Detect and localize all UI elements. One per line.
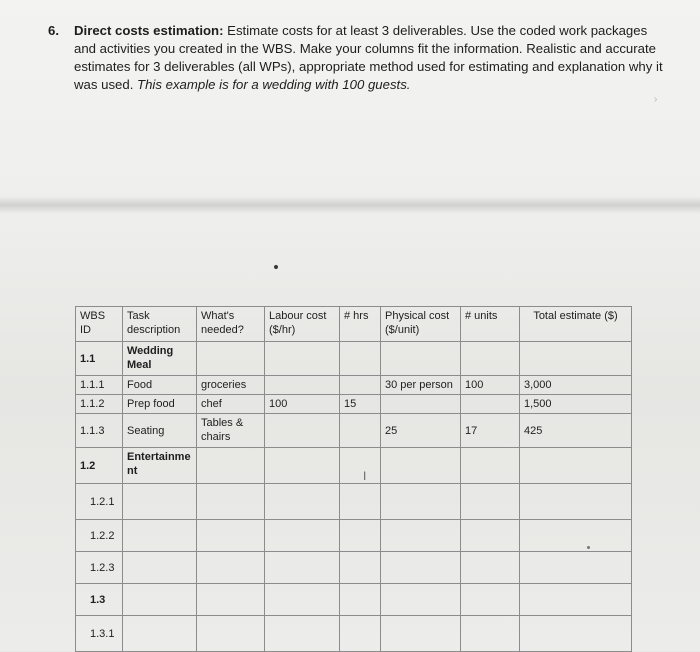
cell-physical [381,584,461,616]
cell-labour [265,376,340,395]
cell-task [123,616,197,652]
pen-mark [273,264,278,269]
cell-task: Food [123,376,197,395]
cell-units [461,552,520,584]
cell-wbs: 1.2.1 [76,484,123,520]
cell-wbs: 1.1.3 [76,414,123,448]
table-row [76,520,632,552]
header-hours: # hrs [340,307,381,342]
cell-hrs [340,616,381,652]
cell-wbs: 1.2.2 [76,520,123,552]
cell-task [123,484,197,520]
cell-needed [197,448,265,484]
cell-task [123,520,197,552]
cell-task: Entertainment [123,448,197,484]
question-text [74,22,668,94]
cell-total: 1,500 [520,395,632,414]
cell-units [461,584,520,616]
cell-total [520,342,632,376]
header-total-estimate: Total estimate ($) [520,307,632,342]
cell-total [520,552,632,584]
header-physical-cost: Physical cost ($/unit) [381,307,461,342]
table-row [76,616,632,652]
table-row [76,552,632,584]
cell-task [123,552,197,584]
table-row [76,414,632,448]
cell-units [461,448,520,484]
cell-hrs [340,552,381,584]
cell-hrs [340,448,381,484]
cell-physical: 30 per person [381,376,461,395]
cell-total [520,484,632,520]
cell-needed [197,342,265,376]
cell-total [520,616,632,652]
cell-hrs: 15 [340,395,381,414]
question-title: Direct costs estimation: [74,23,224,38]
table-row [76,395,632,414]
cell-needed: chef [197,395,265,414]
cell-hrs [340,376,381,395]
cell-hrs [340,584,381,616]
table-row [76,448,632,484]
cell-physical: 25 [381,414,461,448]
header-labour-cost: Labour cost ($/hr) [265,307,340,342]
faint-mark: › [654,94,658,105]
cell-hrs [340,414,381,448]
question-example: This example is for a wedding with 100 guests. [137,77,411,92]
cell-physical [381,395,461,414]
cell-labour [265,552,340,584]
cell-task: Prep food [123,395,197,414]
cell-units [461,484,520,520]
cell-physical [381,448,461,484]
cell-hrs [340,484,381,520]
cell-needed [197,484,265,520]
cell-labour [265,342,340,376]
cell-physical [381,484,461,520]
header-wbs-id: WBS ID [76,307,123,342]
cell-physical [381,552,461,584]
cell-task: Seating [123,414,197,448]
cell-task: Wedding Meal [123,342,197,376]
cell-wbs: 1.1 [76,342,123,376]
header-task-description: Task description [123,307,197,342]
cell-hrs [340,520,381,552]
cell-units [461,342,520,376]
cell-wbs: 1.1.1 [76,376,123,395]
stray-mark [587,546,590,549]
cell-total [520,520,632,552]
cell-physical [381,520,461,552]
cell-wbs: 1.3.1 [76,616,123,652]
cell-labour [265,484,340,520]
cell-wbs: 1.1.2 [76,395,123,414]
cell-needed: groceries [197,376,265,395]
cell-physical [381,616,461,652]
cell-total: 425 [520,414,632,448]
cell-needed [197,616,265,652]
cell-total [520,584,632,616]
cell-wbs: 1.3 [76,584,123,616]
cell-needed [197,552,265,584]
cell-units [461,395,520,414]
table-row [76,584,632,616]
cell-units: 100 [461,376,520,395]
cell-labour: 100 [265,395,340,414]
cell-labour [265,520,340,552]
table-row [76,342,632,376]
cell-total: 3,000 [520,376,632,395]
cell-labour [265,448,340,484]
cell-needed [197,520,265,552]
cell-labour [265,414,340,448]
cell-needed: Tables & chairs [197,414,265,448]
cell-hrs [340,342,381,376]
cell-task [123,584,197,616]
text-cursor-icon: I [363,469,367,483]
header-units: # units [461,307,520,342]
table-header-row [76,307,632,342]
cell-labour [265,616,340,652]
cell-units [461,616,520,652]
table-row [76,376,632,395]
cost-estimate-table [75,306,632,652]
header-whats-needed: What's needed? [197,307,265,342]
cell-units [461,520,520,552]
paper-fold-shadow [0,196,700,214]
cell-wbs: 1.2.3 [76,552,123,584]
cell-total [520,448,632,484]
table-row [76,484,632,520]
cell-units: 17 [461,414,520,448]
cell-wbs: 1.2 [76,448,123,484]
question-number: 6. [48,23,59,38]
cell-physical [381,342,461,376]
question-6 [48,22,668,94]
question-body: Estimate costs for at least 3 deliverables. Use the coded work packages and activities you created in the WBS. Make your columns fit the information. Realistic and accurate estimates for 3 deliverables (all WPs), appropriate method used for estimating and explanation why it was used. [74,23,663,92]
cell-labour [265,584,340,616]
cell-needed [197,584,265,616]
